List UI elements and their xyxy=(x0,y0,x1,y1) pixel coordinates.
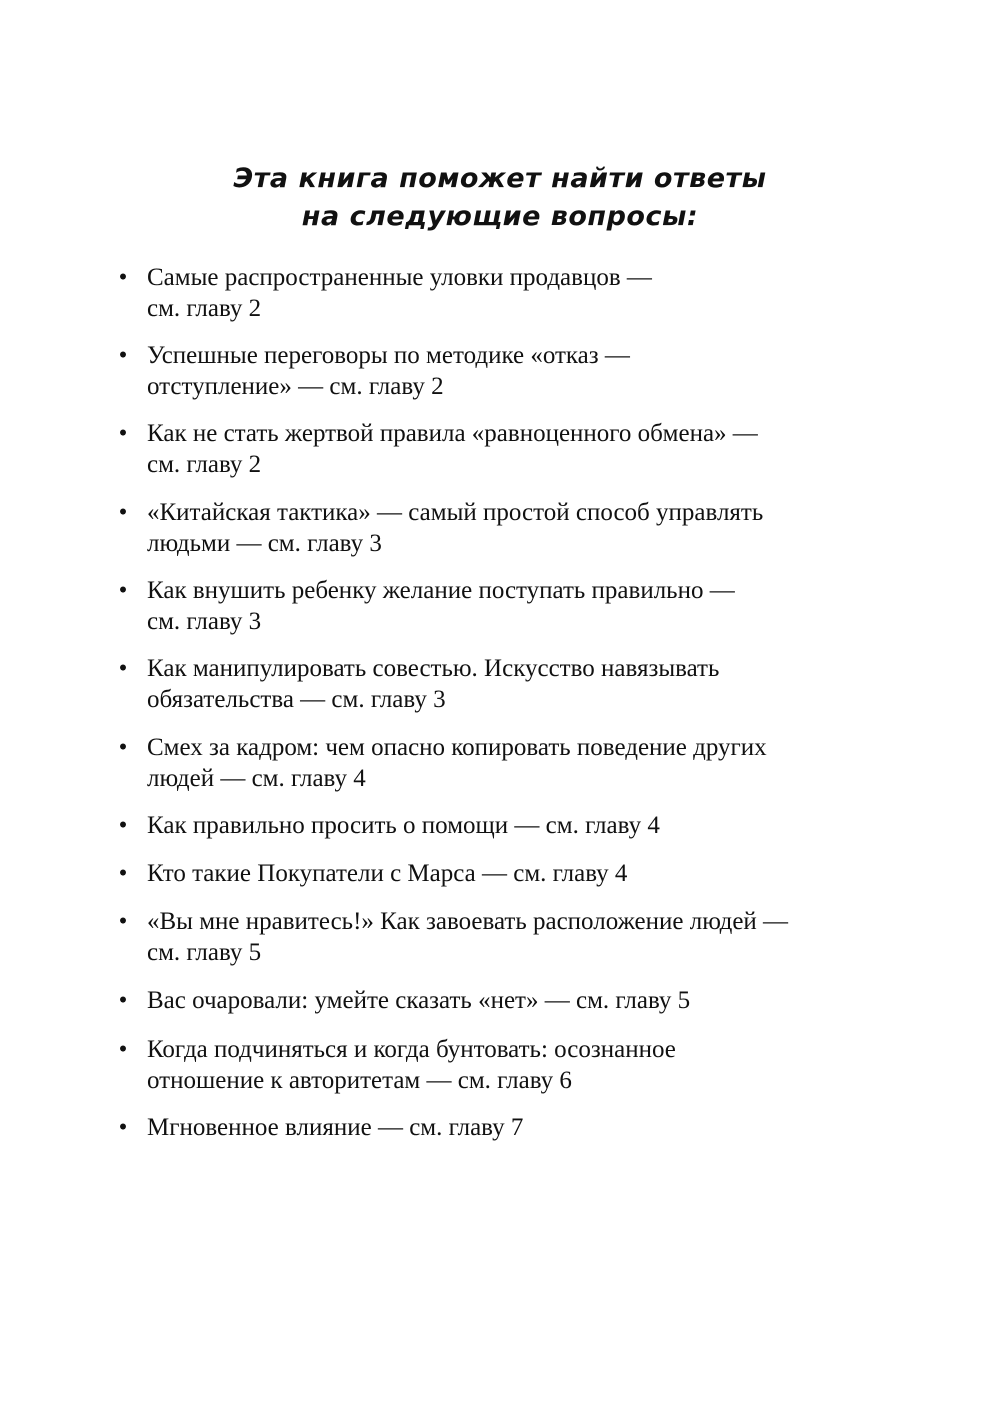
bullet-icon: • xyxy=(118,342,128,369)
list-item-text xyxy=(147,1112,847,1143)
bullet-icon: • xyxy=(118,499,128,526)
page-heading xyxy=(0,160,1000,236)
list-item-line: см. главу 2 xyxy=(147,451,262,478)
bullet-icon: • xyxy=(118,655,128,682)
bullet-icon: • xyxy=(118,860,128,887)
bullet-icon: • xyxy=(118,987,128,1014)
list-item-line: Когда подчиняться и когда бунтовать: осознанное xyxy=(147,1036,676,1063)
bullet-icon: • xyxy=(118,734,128,761)
heading-line-2: на следующие вопросы: xyxy=(301,201,699,232)
list-item-line: см. главу 3 xyxy=(147,608,262,635)
list-item-line: Как внушить ребенку желание поступать правильно — xyxy=(147,577,735,604)
list-item-text xyxy=(147,810,847,841)
bullet-icon: • xyxy=(118,577,128,604)
bullet-icon: • xyxy=(118,812,128,839)
heading-line-1: Эта книга поможет найти ответы xyxy=(233,163,767,194)
bullet-icon: • xyxy=(118,1114,128,1141)
list-item-line: отступление» — см. главу 2 xyxy=(147,373,444,400)
list-item-text xyxy=(147,653,847,715)
list-item-line: отношение к авторитетам — см. главу 6 xyxy=(147,1067,572,1094)
list-item-line: «Китайская тактика» — самый простой способ управлять xyxy=(147,499,764,526)
list-item-line: Вас очаровали: умейте сказать «нет» — см. главу 5 xyxy=(147,987,691,1014)
list-item-text xyxy=(147,497,847,559)
list-item-text xyxy=(147,418,847,480)
list-item-line: см. главу 5 xyxy=(147,939,262,966)
list-item-text xyxy=(147,1034,847,1096)
list-item-line: Как не стать жертвой правила «равноценного обмена» — xyxy=(147,420,758,447)
list-item-line: см. главу 2 xyxy=(147,295,262,322)
list-item-text xyxy=(147,575,847,637)
list-item-line: людей — см. главу 4 xyxy=(147,765,366,792)
list-item-text xyxy=(147,262,847,324)
bullet-icon: • xyxy=(118,420,128,447)
list-item-text xyxy=(147,858,847,889)
list-item-text xyxy=(147,906,847,968)
list-item-line: Кто такие Покупатели с Марса — см. главу 4 xyxy=(147,860,628,887)
list-item-line: Самые распространенные уловки продавцов — xyxy=(147,264,652,291)
list-item-line: Как правильно просить о помощи — см. главу 4 xyxy=(147,812,660,839)
list-item-line: Успешные переговоры по методике «отказ — xyxy=(147,342,630,369)
list-item-line: «Вы мне нравитесь!» Как завоевать расположение людей — xyxy=(147,908,789,935)
list-item-text xyxy=(147,732,847,794)
list-item-line: Мгновенное влияние — см. главу 7 xyxy=(147,1114,524,1141)
bullet-icon: • xyxy=(118,264,128,291)
list-item-line: Смех за кадром: чем опасно копировать поведение других xyxy=(147,734,767,761)
list-item-line: людьми — см. главу 3 xyxy=(147,530,382,557)
list-item-line: Как манипулировать совестью. Искусство навязывать xyxy=(147,655,720,682)
list-item-text xyxy=(147,340,847,402)
bullet-icon: • xyxy=(118,1036,128,1063)
bullet-icon: • xyxy=(118,908,128,935)
list-item-line: обязательства — см. главу 3 xyxy=(147,686,446,713)
list-item-text xyxy=(147,985,847,1016)
